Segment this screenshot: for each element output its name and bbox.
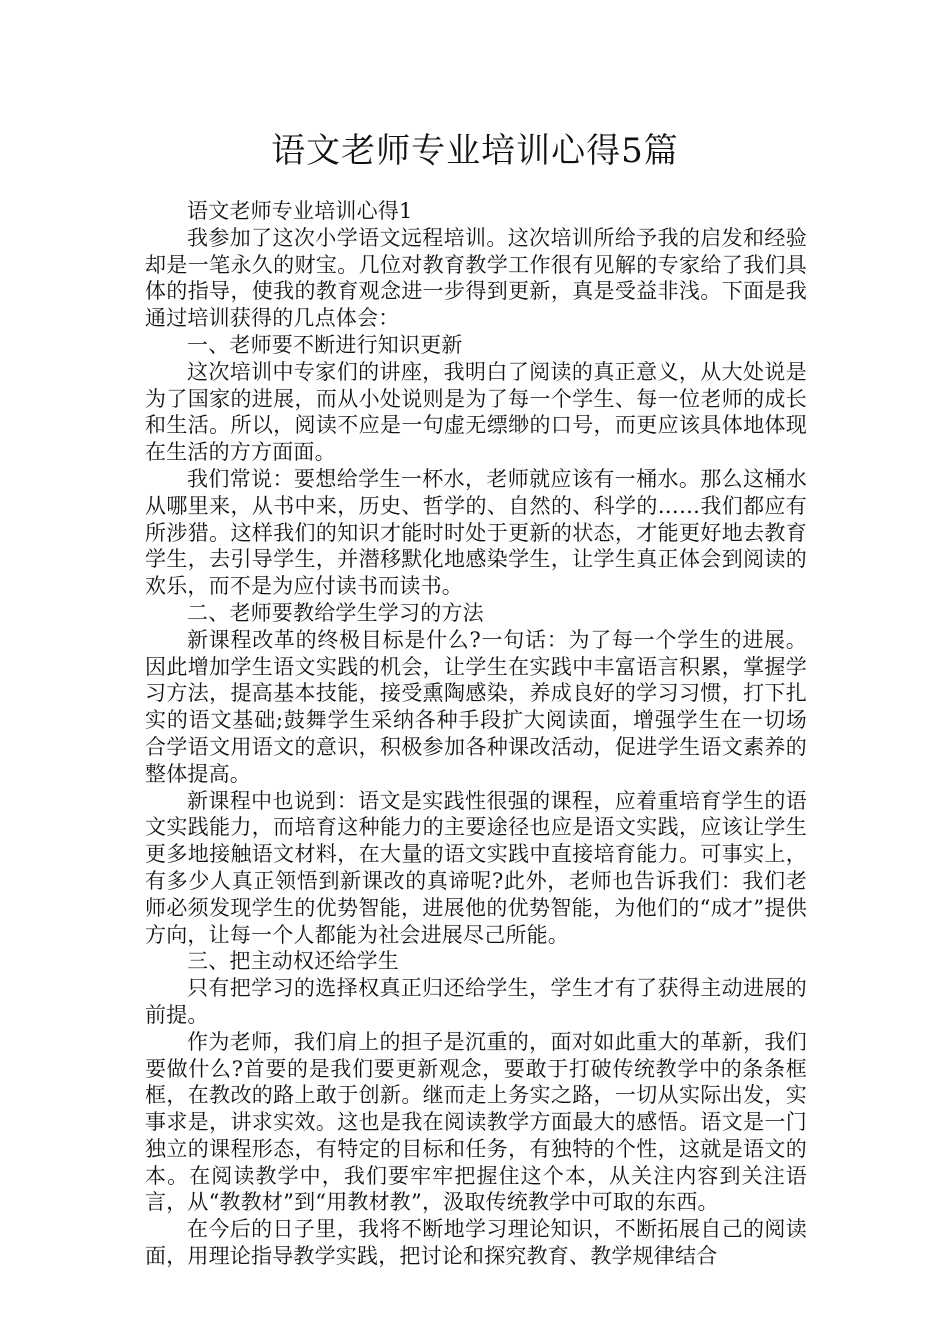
body-paragraph: 在今后的日子里，我将不断地学习理论知识，不断拓展自己的阅读面，用理论指导教学实践，把讨论和探究教育、教学规律结合 [145,1217,807,1269]
document-body [145,198,807,1270]
body-paragraph: 新课程改革的终极目标是什么?一句话：为了每一个学生的进展。因此增加学生语文实践的机会，让学生在实践中丰富语言积累，掌握学习方法，提高基本技能，接受熏陶感染，养成良好的学习习惯，打下扎实的语文基础;鼓舞学生采纳各种手段扩大阅读面，增强学生在一切场合学语文用语文的意识，积极参加各种课改活动，促进学生语文素养的整体提高。 [145,627,807,786]
section-heading: 二、老师要教给学生学习的方法 [187,600,484,625]
subtitle-paragraph: 语文老师专业培训心得1 [187,199,413,223]
body-paragraph: 新课程中也说到：语文是实践性很强的课程，应着重培育学生的语文实践能力，而培育这种能力的主要途径也应是语文实践，应该让学生更多地接触语文材料，在大量的语文实践中直接培育能力。可事实上，有多少人真正领悟到新课改的真谛呢?此外，老师也告诉我们：我们老师必须发现学生的优势智能，进展他的优势智能，为他们的“成才”提供方向，让每一个人都能为社会进展尽己所能。 [145,788,807,947]
section-heading: 三、把主动权还给学生 [187,949,399,974]
body-paragraph: 只有把学习的选择权真正归还给学生，学生才有了获得主动进展的前提。 [145,976,807,1027]
body-paragraph: 我们常说：要想给学生一杯水，老师就应该有一桶水。那么这桶水从哪里来，从书中来，历史、哲学的、自然的、科学的……我们都应有所涉猎。这样我们的知识才能时时处于更新的状态，才能更好地去教育学生，去引导学生，并潜移默化地感染学生，让学生真正体会到阅读的欢乐，而不是为应付读书而读书。 [145,466,807,599]
body-paragraph: 作为老师，我们肩上的担子是沉重的，面对如此重大的革新，我们要做什么?首要的是我们要更新观念，要敢于打破传统教学中的条条框框，在教改的路上敢于创新。继而走上务实之路，一切从实际出发，实事求是，讲求实效。这也是我在阅读教学方面最大的感悟。语文是一门独立的课程形态，有特定的目标和任务，有独特的个性，这就是语文的本。在阅读教学中，我们要牢牢把握住这个本，从关注内容到关注语言，从“教教材”到“用教材教”，汲取传统教学中可取的东西。 [145,1029,807,1215]
section-heading: 一、老师要不断进行知识更新 [187,332,463,357]
body-paragraph: 这次培训中专家们的讲座，我明白了阅读的真正意义，从大处说是为了国家的进展，而从小处说则是为了每一个学生、每一位老师的成长和生活。所以，阅读不应是一句虚无缥缈的口号，而更应该具体地体现在生活的方方面面。 [145,359,807,465]
body-paragraph: 我参加了这次小学语文远程培训。这次培训所给予我的启发和经验却是一笔永久的财宝。几位对教育教学工作很有见解的专家给了我们具体的指导，使我的教育观念进一步得到更新，真是受益非浅。下面是我通过培训获得的几点体会： [145,225,807,331]
document-title: 语文老师专业培训心得5篇 [271,131,679,171]
